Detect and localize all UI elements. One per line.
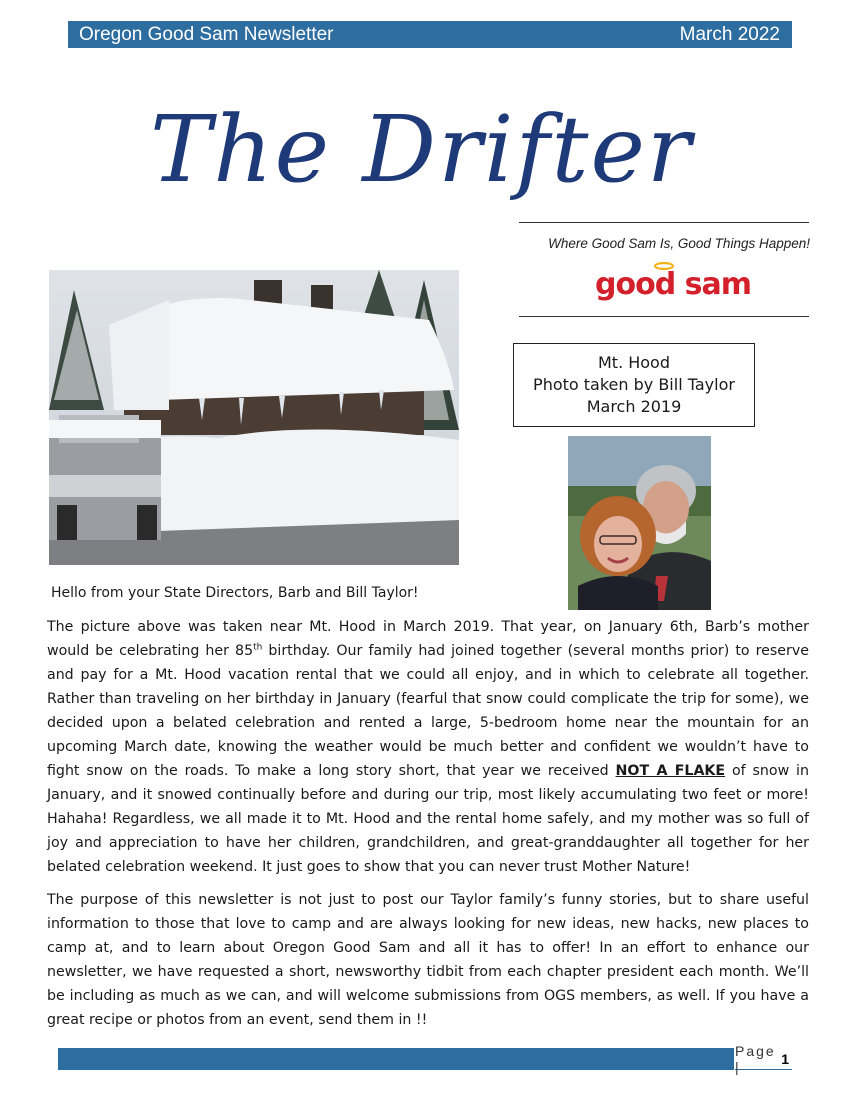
newsletter-name: Oregon Good Sam Newsletter — [79, 23, 334, 45]
tagline: Where Good Sam Is, Good Things Happen! — [548, 236, 810, 251]
caption-line-3: March 2019 — [586, 397, 682, 416]
caption-line-2: Photo taken by Bill Taylor — [533, 375, 735, 394]
newsletter-header-bar — [68, 21, 792, 48]
page-number: 1 — [781, 1050, 789, 1067]
footer-bar — [58, 1048, 734, 1070]
para1-text-a: The picture above was taken near Mt. Hood in March 2019. That year, on January 6th, Barb’s mother would be celebrating her 85 — [47, 619, 809, 659]
purpose-paragraph: The purpose of this newsletter is not just to post our Taylor family’s funny stories, but to share useful information to those that love to camp and are always looking for new ideas, new hacks, new places to camp at, and to learn about Oregon Good Sam and all it has to offer! In an effort to enhance our newsletter, we have requested a short, newsworthy tidbit from each chapter president each month. We’ll be including as much as we can, and will welcome submissions from OGS members, as well. If you have a great recipe or photos from an event, send them in !! — [47, 892, 809, 1028]
divider-bottom — [519, 316, 809, 317]
divider-top — [519, 222, 809, 223]
page-label: Page | — [735, 1042, 776, 1075]
para1-text-b: birthday. Our family had joined together (several months prior) to reserve and pay for a Mt. Hood vacation rental that we could all enjoy, and in which to celebrate all together. Rather than traveling on her birthday in January (fearful that snow could complicate the trip for some), we decided upon a belated celebration and rented a large, 5-bedroom home near the mountain for an upcoming March date, knowing the weather would be much better and confident we wouldn’t have to fight snow on the roads. To make a long story short, that year we received — [47, 643, 809, 779]
directors-portrait-photo — [568, 436, 711, 610]
not-a-flake-highlight: NOT A FLAKE — [615, 763, 726, 779]
page-number-footer — [735, 1042, 792, 1075]
logo-wordmark: good sam — [595, 267, 751, 302]
cabin-snow-photo — [49, 270, 459, 565]
para1-text-c: of snow in January, and it snowed continually before and during our trip, most likely accumulating two feet or more! Hahaha! Regardless, we all made it to Mt. Hood and the rental home safely, and my mother was so full of joy and appreciation to have her children, grandchildren, and great-granddaughter all together for her belated celebration weekend. It just goes to show that you can never trust Mother Nature! — [47, 763, 809, 875]
ordinal-suffix: th — [253, 642, 263, 653]
caption-line-1: Mt. Hood — [597, 353, 670, 372]
good-sam-logo — [586, 258, 761, 306]
greeting-line: Hello from your State Directors, Barb and Bill Taylor! — [51, 585, 419, 601]
story-paragraph — [47, 615, 809, 879]
issue-date: March 2022 — [679, 23, 780, 45]
photo-caption-box — [513, 343, 755, 427]
masthead-title: The Drifter — [150, 96, 693, 203]
